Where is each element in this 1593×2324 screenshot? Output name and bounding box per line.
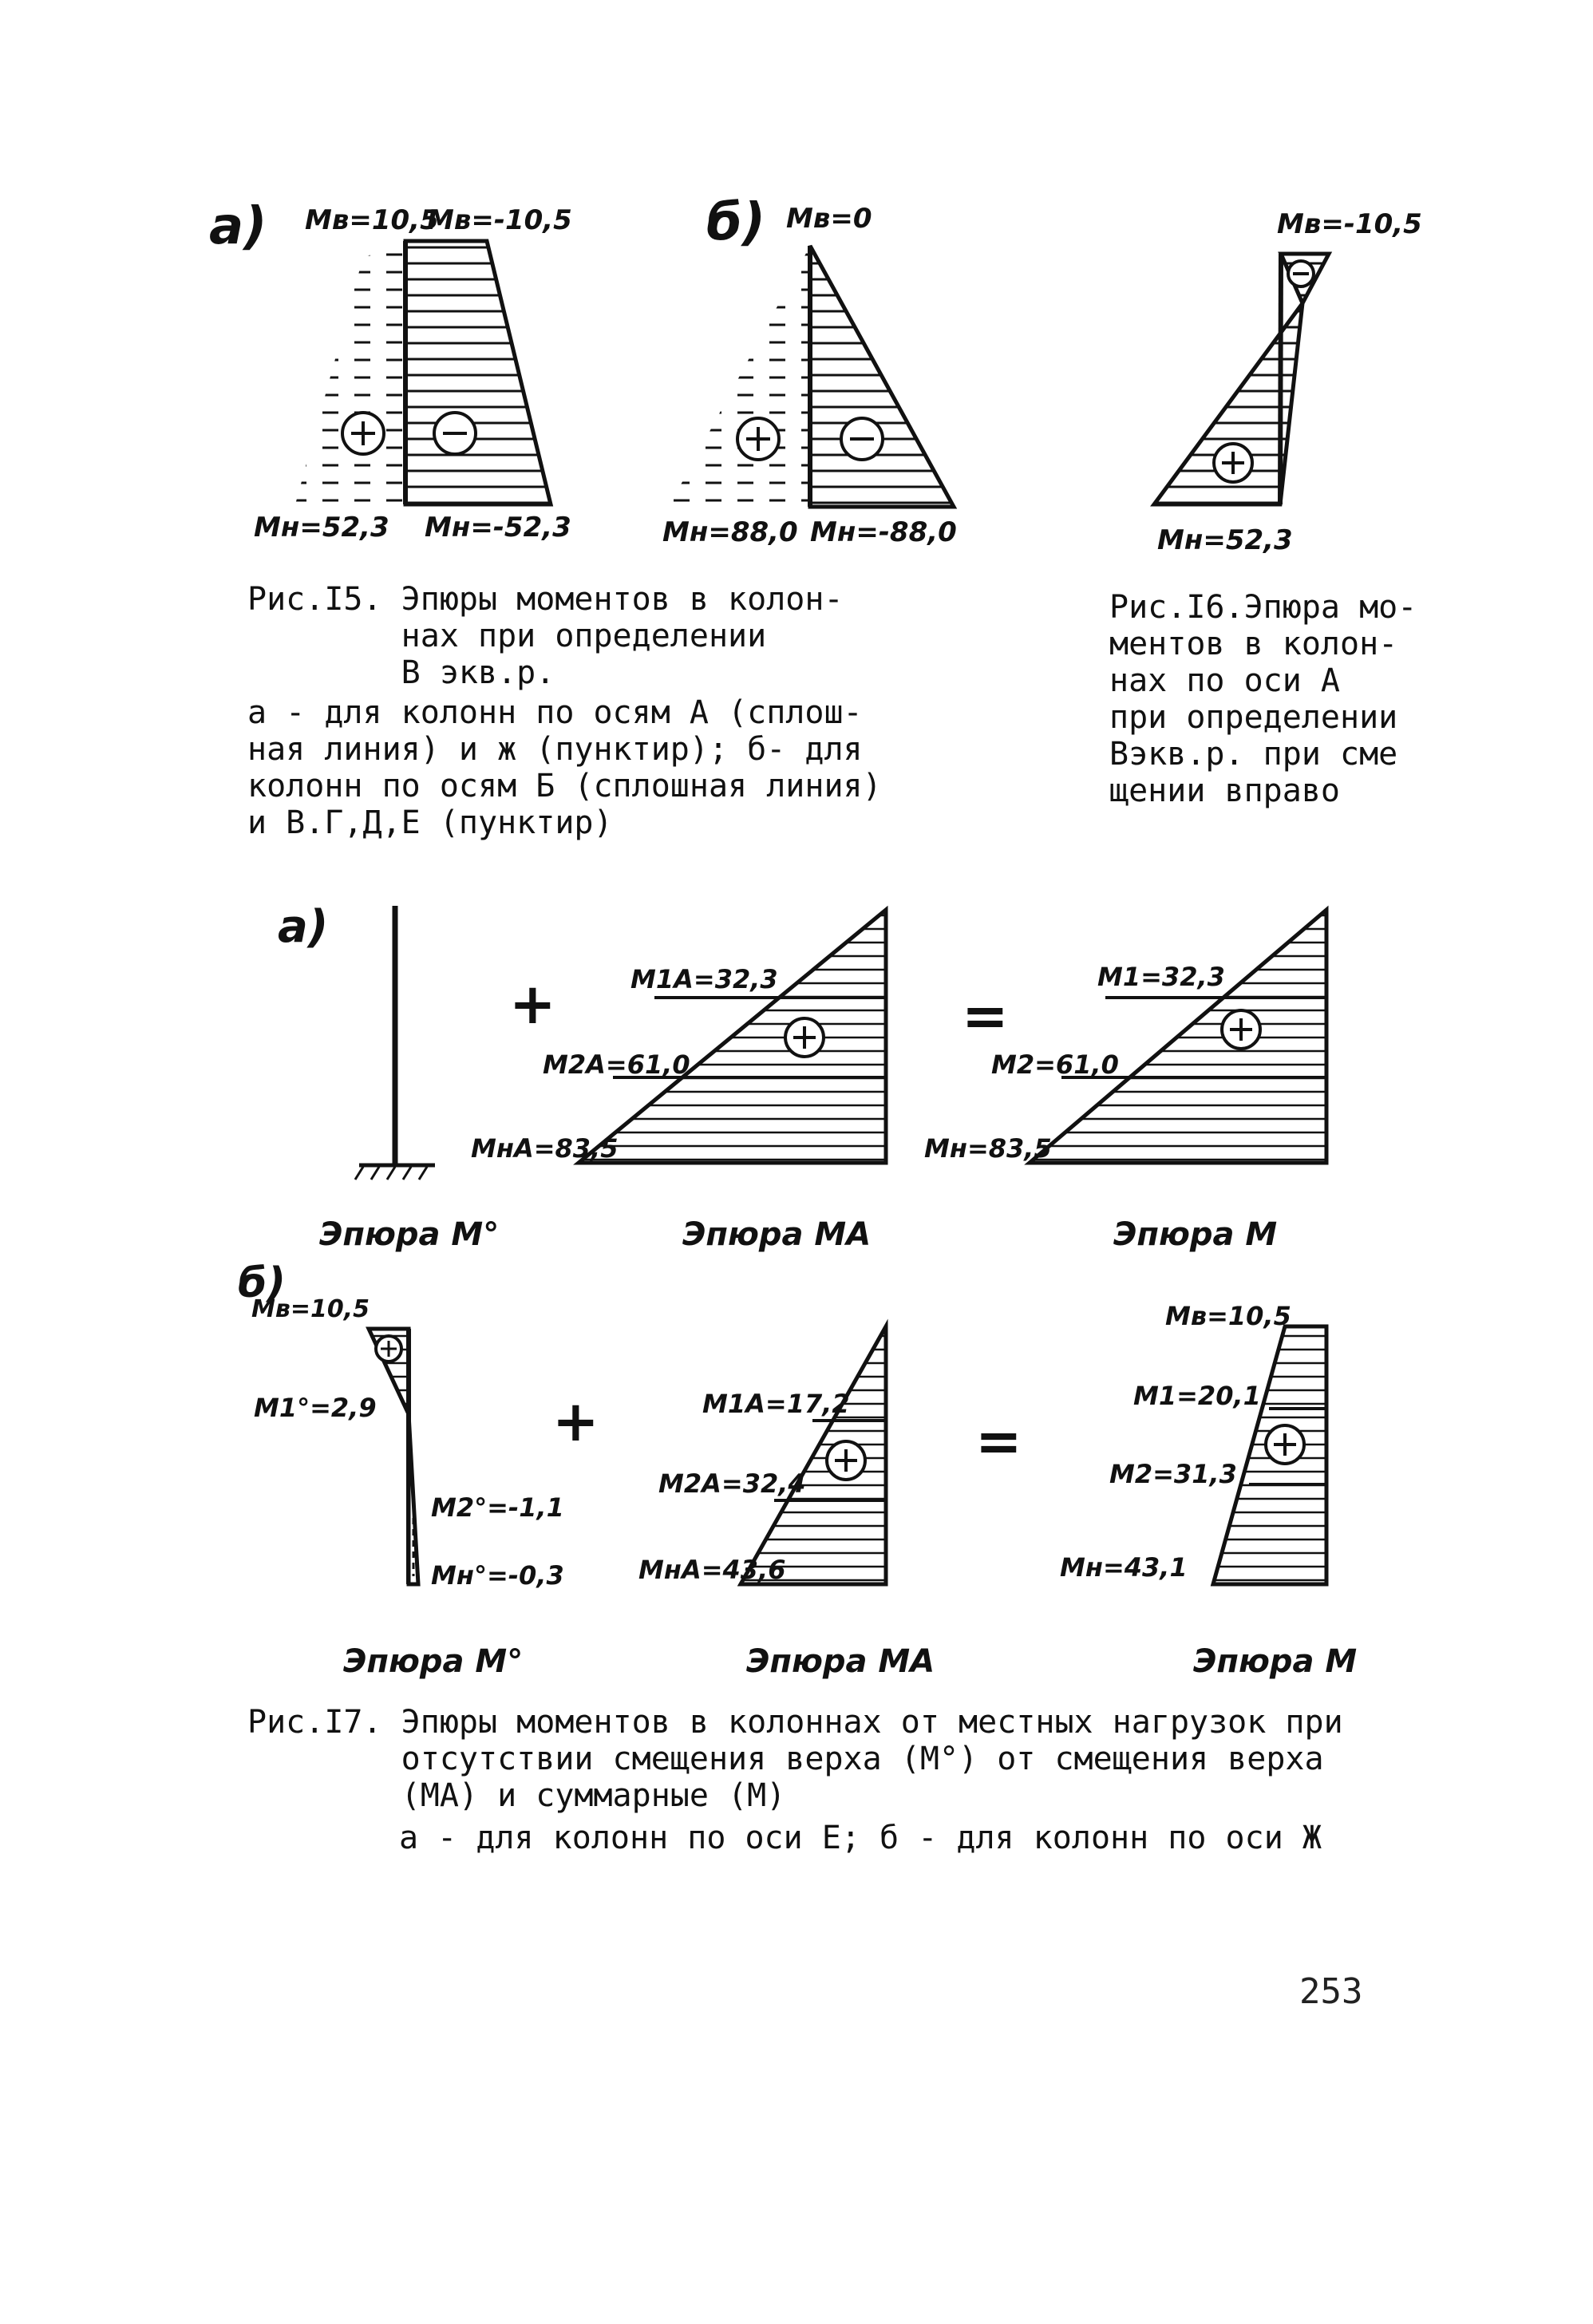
fig15-a-label: а) [209,197,267,256]
fig15-a-solid-region [405,241,551,504]
fig17-b-mn: Mн=43,1 [1060,1552,1188,1583]
fig15-a-top-right: Mв=-10,5 [427,204,572,236]
fig15-b-solid-region [810,246,954,507]
fig15-b-diagram [662,193,957,548]
fig17-a-diagrams [278,901,1326,1253]
page-number: 253 [1299,1971,1363,2012]
fig17-a-mn: Mн=83,5 [924,1133,1052,1164]
fig15-b-dashed-region [669,246,810,507]
fig17-b-mv: Mв=10,5 [1165,1301,1291,1331]
fig15-b-label: б) [706,193,765,252]
fig17-b-title-m: Эпюра M [1193,1643,1358,1680]
fig17-b-m2A: M2A=32,4 [658,1468,806,1499]
fig15-a-bottom-right: Mн=-52,3 [425,512,571,543]
fig15-a-bottom-left: Mн=52,3 [254,512,389,543]
fig17-b-m1A: M1A=17,2 [702,1389,850,1419]
fig17-b-title-m0: Эпюра M° [343,1643,524,1680]
fig17-b-diagrams [238,1259,1357,1680]
fig16-caption: Рис.I6.Эпюра мо- ментов в колон- нах по оси А при определении Вэкв.р. при сме щении вправо [1109,589,1417,809]
fig17-b-mv0: Mв=10,5 [251,1295,370,1323]
fig16-diagram [1154,208,1422,556]
fig17-b-plus-operator: + [552,1389,599,1454]
fig17-b-label: б) [238,1259,287,1307]
fig17-b-m2: M2=31,3 [1109,1459,1237,1489]
fig16-top: Mв=-10,5 [1277,208,1422,240]
fig17-a-title-m: Эпюра M [1113,1216,1278,1253]
fig15-caption: Рис.I5. Эпюры моментов в колон- нах при определении В экв.р. [247,581,844,691]
fig17-a-m1: M1=32,3 [1097,962,1225,992]
fig15-b-top: Mв=0 [786,203,872,235]
fig17-b-m2-0: M2°=-1,1 [431,1492,564,1523]
fig17-b-mn-0: Mн°=-0,3 [431,1560,564,1591]
fig17-caption-note: а - для колонн по оси Е; б - для колонн по оси Ж [399,1820,1322,1856]
fig17-a-m1A: M1A=32,3 [630,964,778,994]
fig17-b-equals-operator: = [975,1409,1022,1474]
fig15-b-bottom-right: Mн=-88,0 [810,516,957,548]
fig17-a-equals-operator: = [962,983,1009,1049]
fig17-a-m2: M2=61,0 [991,1049,1119,1080]
fig16-bottom: Mн=52,3 [1157,524,1293,556]
fig17-a-plus-operator: + [509,971,556,1037]
fig17-a-mnA: MнA=83,5 [471,1133,619,1164]
fig17-a-title-mA: Эпюра MA [682,1216,872,1253]
fig17-a-label: а) [278,901,329,953]
fig17-b-title-mA: Эпюра MA [746,1643,935,1680]
fig17-a-m2A: M2A=61,0 [543,1049,690,1080]
fig17-b-m1: M1=20,1 [1133,1381,1261,1411]
fig17-a-title-m0: Эпюра M° [319,1216,500,1253]
fig17-b-m1-0: M1°=2,9 [254,1393,377,1423]
fig17-b-mnA: MнA=43,6 [638,1555,786,1585]
fig17-caption: Рис.I7. Эпюры моментов в колоннах от местных нагрузок при отсутствии смещения верха (M°) от смещения верха (MA) и суммарные (M) [247,1704,1343,1814]
fig15-a-top-left: Mв=10,5 [305,204,439,236]
fig15-a-dashed-region [295,246,405,504]
fig15-a-diagram [209,197,572,543]
fig15-caption-note: а - для колонн по осям А (сплош- ная линия) и ж (пунктир); б- для колонн по осям Б (сплошная линия) и В.Г,Д,Е (пунктир) [247,694,882,841]
fig15-b-bottom-left: Mн=88,0 [662,516,798,548]
